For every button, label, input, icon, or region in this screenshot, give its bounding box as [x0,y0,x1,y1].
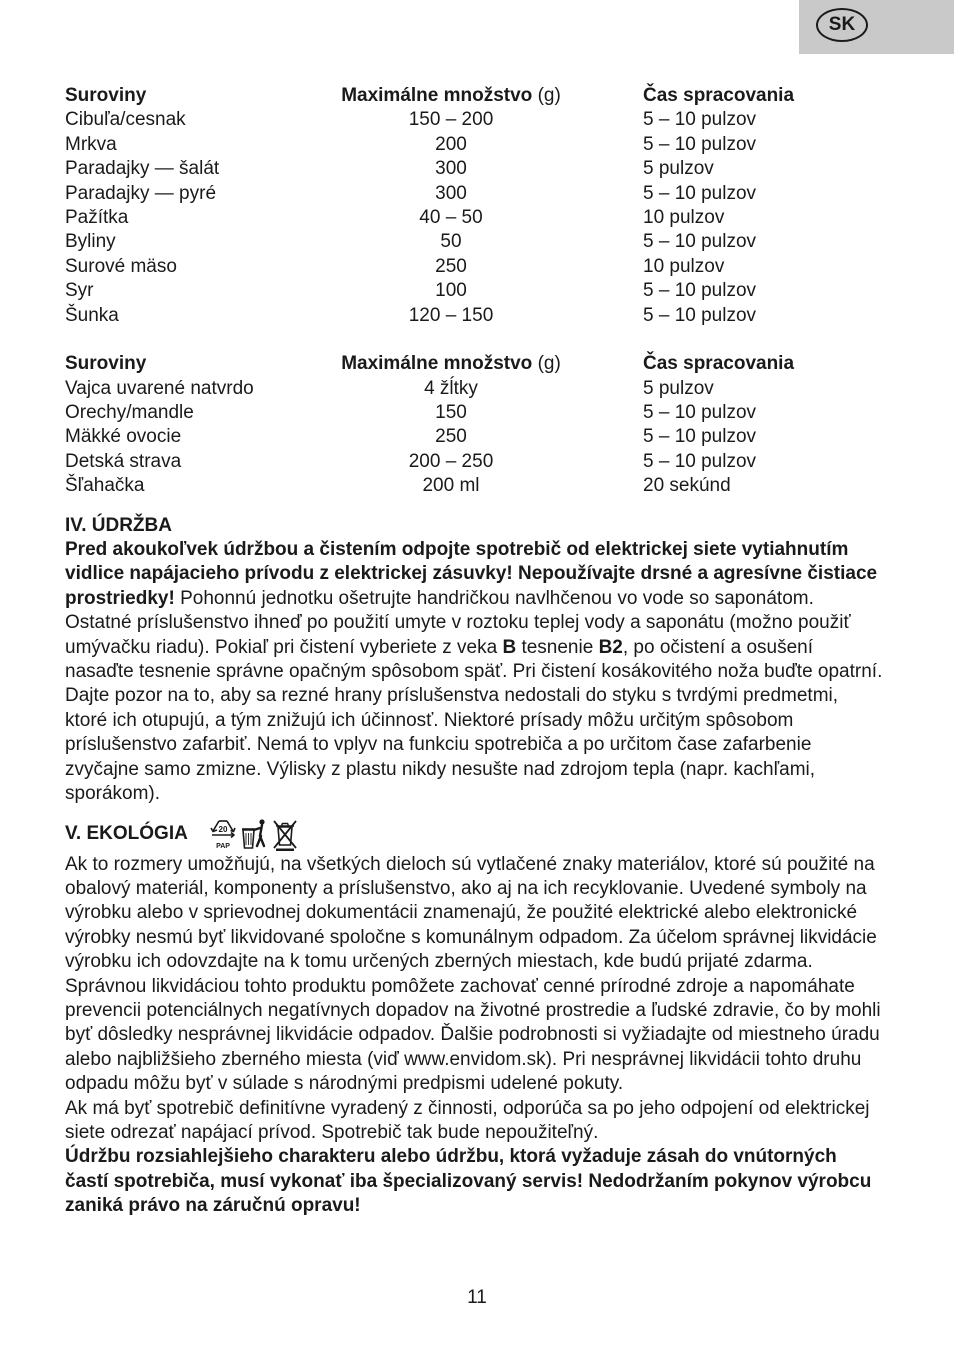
cell-amount: 150 [435,402,467,424]
table-row [65,230,885,254]
table-body [65,377,885,499]
table-row [65,206,885,230]
cell-amount: 4 žĺtky [424,377,478,399]
cell-ingredient: Šunka [65,304,119,326]
cell-ingredient: Byliny [65,231,116,253]
page-content [65,84,885,1219]
table-row [65,157,885,181]
cell-time: 10 pulzov [643,255,725,277]
cell-amount: 200 ml [422,475,480,497]
table-row [65,450,885,474]
table-header [65,352,885,376]
cell-time: 10 pulzov [643,206,725,228]
service-warning: Údržbu rozsiahlejšieho charakteru alebo údržbu, ktorá vyžaduje zásah do vnútorných častí spotrebiča, musí vykonať iba špecializovaný servis! Nedodržaním pokynov výrobcu zaniká právo na záručnú opravu! [65,1146,872,1217]
table-row [65,401,885,425]
header-time: Čas spracovania [643,85,795,106]
cell-amount: 200 [435,133,467,155]
cell-time: 5 – 10 pulzov [643,450,757,472]
header-ingredient: Suroviny [65,353,147,375]
ingredients-table-1 [65,84,885,328]
cell-ingredient: Surové mäso [65,255,177,277]
cell-ingredient: Mrkva [65,133,117,155]
cell-amount: 150 – 200 [408,109,494,131]
maintenance-text-3: , po očistení a osušení nasaďte tesnenie správne opačným spôsobom späť. Pri čistení kosákovitého noža buďte opatrní. Dajte pozor na to, aby sa rezné hrany príslušenstva nedostali do styku s tvrdými predmetmi, ktoré ich otupujú, a tým znižujú ich účinnosť. Niektoré prísady môžu určitým spôsobom príslušenstvo zafarbiť. Nemá to vplyv na funkciu spotrebiča a po určitom čase zafarbenie zvyčajne samo zmizne. Výlisky z plastu nikdy nesušte nad zdrojom tepla (napr. kachľami, sporákom). [65,636,883,805]
header-amount-unit: (g) [532,85,561,106]
table-row [65,133,885,157]
cell-ingredient: Syr [65,280,94,302]
cell-amount: 200 – 250 [408,450,494,472]
cell-ingredient: Detská strava [65,450,182,472]
maintenance-text-1: Pohonnú jednotku ošetrujte handričkou navlhčenou vo vode so saponátom. Ostatné príslušenstvo ihneď po použití umyte v roztoku teplej vody a saponátu (možno použiť umývačku riadu). Pokiaľ pri čistení vyberiete z veka [65,587,851,658]
cell-ingredient: Mäkké ovocie [65,426,182,448]
ecology-header [65,817,885,853]
language-tab [799,0,954,54]
cell-time: 5 pulzov [643,377,714,399]
ecology-paragraph-1: Ak to rozmery umožňujú, na všetkých dieloch sú vytlačené znaky materiálov, ktoré sú použité na obalový materiál, komponenty a príslušenstvo, ako aj na ich recyklovanie. Uvedené symboly na výrobku alebo v sprievodnej dokumentácii znamenajú, že použité elektrické alebo elektronické výrobky nesmú byť likvidované spoločne s komunálnym odpadom. Za účelom správnej likvidácie výrobku ich odovzdajte na k tomu určených zberných miestach, kde budú prijaté zdarma. Správnou likvidáciou tohto produktu pomôžete zachovať cenné prírodné zdroje a napomáhate prevencii potenciálnych negatívnych dopadov na životné prostredie a ľudské zdravie, čo by mohli byť dôsledky nesprávnej likvidácie odpadov. Ďalšie podrobnosti si vyžiadajte od miestneho úradu alebo najbližšieho zberného miesta (viď www.envidom.sk). Pri nesprávnej likvidácii tohto druhu odpadu môžu byť v súlade s národnými predpismi udelené pokuty. [65,853,881,1095]
table-row [65,182,885,206]
cell-time: 5 – 10 pulzov [643,109,757,131]
cell-time: 5 – 10 pulzov [643,133,757,155]
recycle-label: PAP [215,842,230,850]
cell-time: 5 – 10 pulzov [643,426,757,448]
crossed-bin-icon [272,818,298,852]
table-header [65,84,885,108]
ecology-section [65,817,885,1219]
header-amount-label: Maximálne množstvo [341,353,533,375]
page-number: 11 [467,1287,487,1308]
cell-time: 5 pulzov [643,158,714,180]
cell-ingredient: Orechy/mandle [65,402,194,424]
cell-amount: 40 – 50 [419,206,483,228]
maintenance-warning: Pred akoukoľvek údržbou a čistením odpojte spotrebič od elektrickej siete vytiahnutím vidlice napájacieho prívodu z elektrickej zásuvky! Nepoužívajte drsné a agresívne čistiace prostriedky! [65,539,878,609]
cell-time: 5 – 10 pulzov [643,402,757,424]
seal-label: B2 [598,636,623,658]
table-body [65,108,885,328]
cell-ingredient: Vajca uvarené natvrdo [65,377,254,399]
header-amount-unit: (g) [532,353,561,375]
header-amount-label: Maximálne množstvo [341,85,533,106]
cell-ingredient: Paradajky — pyré [65,182,217,204]
cell-time: 5 – 10 pulzov [643,304,757,326]
maintenance-heading: IV. ÚDRŽBA [65,514,172,536]
recycle-code: 20 [218,824,228,834]
cell-amount: 120 – 150 [408,304,494,326]
header-amount [311,84,591,108]
maintenance-paragraph [65,538,885,806]
cell-time: 5 – 10 pulzov [643,182,757,204]
maintenance-text-2: tesnenie [516,636,599,658]
header-time: Čas spracovania [643,353,795,375]
maintenance-section [65,514,885,807]
ecology-paragraph-2: Ak má byť spotrebič definitívne vyradený z činnosti, odporúča sa po jeho odpojení od elektrickej siete odrezať napájací prívod. Spotrebič tak bude nepoužiteľný. [65,1097,870,1143]
header-amount [311,352,591,376]
cell-ingredient: Cibuľa/cesnak [65,109,186,131]
cell-time: 20 sekúnd [643,475,731,497]
cell-amount: 50 [440,231,462,253]
ecology-heading: V. EKOLÓGIA [65,823,188,845]
table-row [65,377,885,401]
table-row [65,474,885,498]
table-row [65,108,885,132]
cell-amount: 100 [435,280,467,302]
cell-ingredient: Pažítka [65,206,129,228]
table-row [65,279,885,303]
lid-label: B [502,636,517,658]
cell-time: 5 – 10 pulzov [643,280,757,302]
cell-time: 5 – 10 pulzov [643,231,757,253]
cell-amount: 300 [435,182,467,204]
table-row [65,304,885,328]
table-row [65,255,885,279]
recycle-pap-20-icon [208,818,238,852]
header-ingredient: Suroviny [65,85,147,106]
tidyman-bin-icon [240,818,270,852]
table-row [65,425,885,449]
ingredients-table-2 [65,352,885,498]
ecology-icons [208,818,298,852]
cell-ingredient: Šľahačka [65,475,145,497]
cell-ingredient: Paradajky — šalát [65,158,220,180]
cell-amount: 300 [435,158,467,180]
cell-amount: 250 [435,255,467,277]
cell-amount: 250 [435,426,467,448]
language-badge: SK [816,8,868,42]
